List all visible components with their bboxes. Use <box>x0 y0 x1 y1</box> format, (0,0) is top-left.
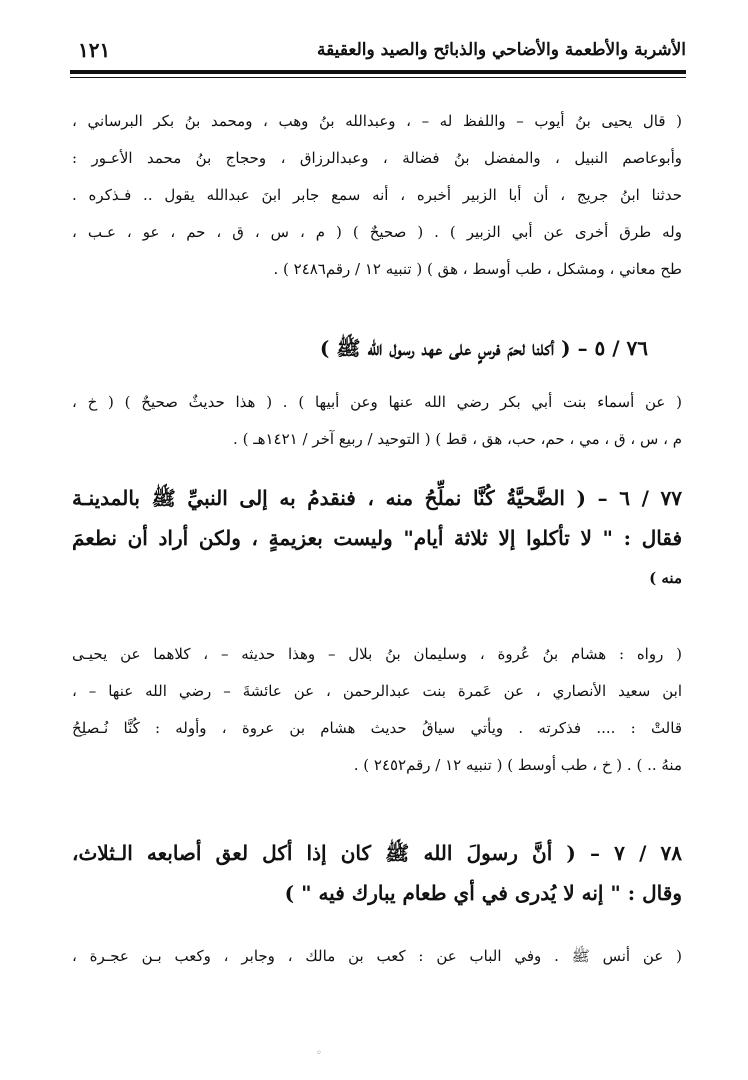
text-line: منهُ .. ) . ( خ ، طب أوسط ) ( تنبيه ١٢ / رقم٢٤٥٢ ) . <box>353 756 682 774</box>
citation-paragraph-1 <box>72 103 682 288</box>
citation-paragraph-4 <box>72 938 682 975</box>
text-line: طح معاني ، ومشكل ، طب أوسط ، هق ) ( تنبيه ١٢ / رقم٢٤٨٦ ) . <box>273 260 682 278</box>
running-title: الأشربة والأطعمة والأضاحي والذبائح والصيد والعقيقة <box>316 40 686 60</box>
hadith-line: ٧٦ / ٥ – ( أكلنا لحمَ فرسٍ على عهد رسول الله ﷺ ) <box>319 336 648 360</box>
page-speck: ◦ <box>316 1048 322 1059</box>
text-line: ( عن أسماء بنت أبي بكر رضي الله عنها وعن أبيها ) . ( هذا حديثٌ صحيحٌ ) ( خ ، <box>72 393 682 411</box>
text-line: قالتْ : .... فذكرته . ويأتي سياقُ حديث هشام بن عروة ، وأوله : كُنَّا نُـصلِحُ <box>72 719 682 737</box>
hadith-line: منه ) <box>649 569 682 587</box>
citation-paragraph-3 <box>72 636 682 784</box>
text-line: حدثنا ابنُ جريج ، أن أبا الزبير أخبره ، أنه سمع جابر ابنَ عبدالله يقول .. فـذكره . <box>72 186 682 204</box>
hadith-line: وقال : " إنه لا يُدرى في أي طعام يبارك فيه " ) <box>284 881 682 905</box>
hadith-line: ٧٨ / ٧ – ( أنَّ رسولَ الله ﷺ كان إذا أكل لعق أصابعه الـثلاث، <box>72 841 682 865</box>
page-number: ١٢١ <box>78 38 111 62</box>
text-line: ( عن أنس ﷺ . وفي الباب عن : كعب بن مالك ، وجابر ، وكعب بـن عجـرة ، <box>72 947 682 965</box>
hadith-line: ٧٧ / ٦ – ( الضَّحيَّةُ كُنَّا نملِّحُ منه ، فنقدمُ به إلى النبيِّ ﷺ بالمدينـة <box>72 486 682 510</box>
hadith-78 <box>72 833 682 913</box>
header-rule-thick <box>70 70 686 74</box>
text-line: وله طرق أخرى عن أبي الزبير ) . ( صحيحٌ ) ( م ، س ، ق ، حم ، عو ، عـب ، <box>72 223 682 241</box>
text-line: م ، س ، ق ، مي ، حم، حب، هق ، قط ) ( التوحيد / ربيع آخر / ١٤٢١هـ ) . <box>233 430 682 448</box>
text-line: ( قال يحيى بنُ أيوب – واللفظ له – ، وعبدالله بنُ وهب ، ومحمد بنُ بكر البرساني ، <box>72 112 682 130</box>
text-line: وأبوعاصم النبيل ، والمفضل بنُ فضالة ، وعبدالرزاق ، وحجاج بنُ محمد الأعـور : <box>72 149 682 167</box>
text-line: ( رواه : هشام بنُ عُروة ، وسليمان بنُ بلال – وهذا حديثه – ، كلاهما عن يحيـى <box>72 645 682 663</box>
hadith-76 <box>72 328 648 368</box>
hadith-77 <box>72 478 682 598</box>
text-line: ابن سعيد الأنصاري ، عن عَمرة بنت عبدالرحمن ، عن عائشةَ – رضي الله عنها – ، <box>72 682 682 700</box>
citation-paragraph-2 <box>72 384 682 458</box>
header-rule-thin <box>70 77 686 78</box>
hadith-line: فقال : " لا تأكلوا إلا ثلاثة أيام" وليست بعزيمةٍ ، ولكن أراد أن نطعمَ <box>72 526 682 550</box>
page-header <box>70 36 686 70</box>
